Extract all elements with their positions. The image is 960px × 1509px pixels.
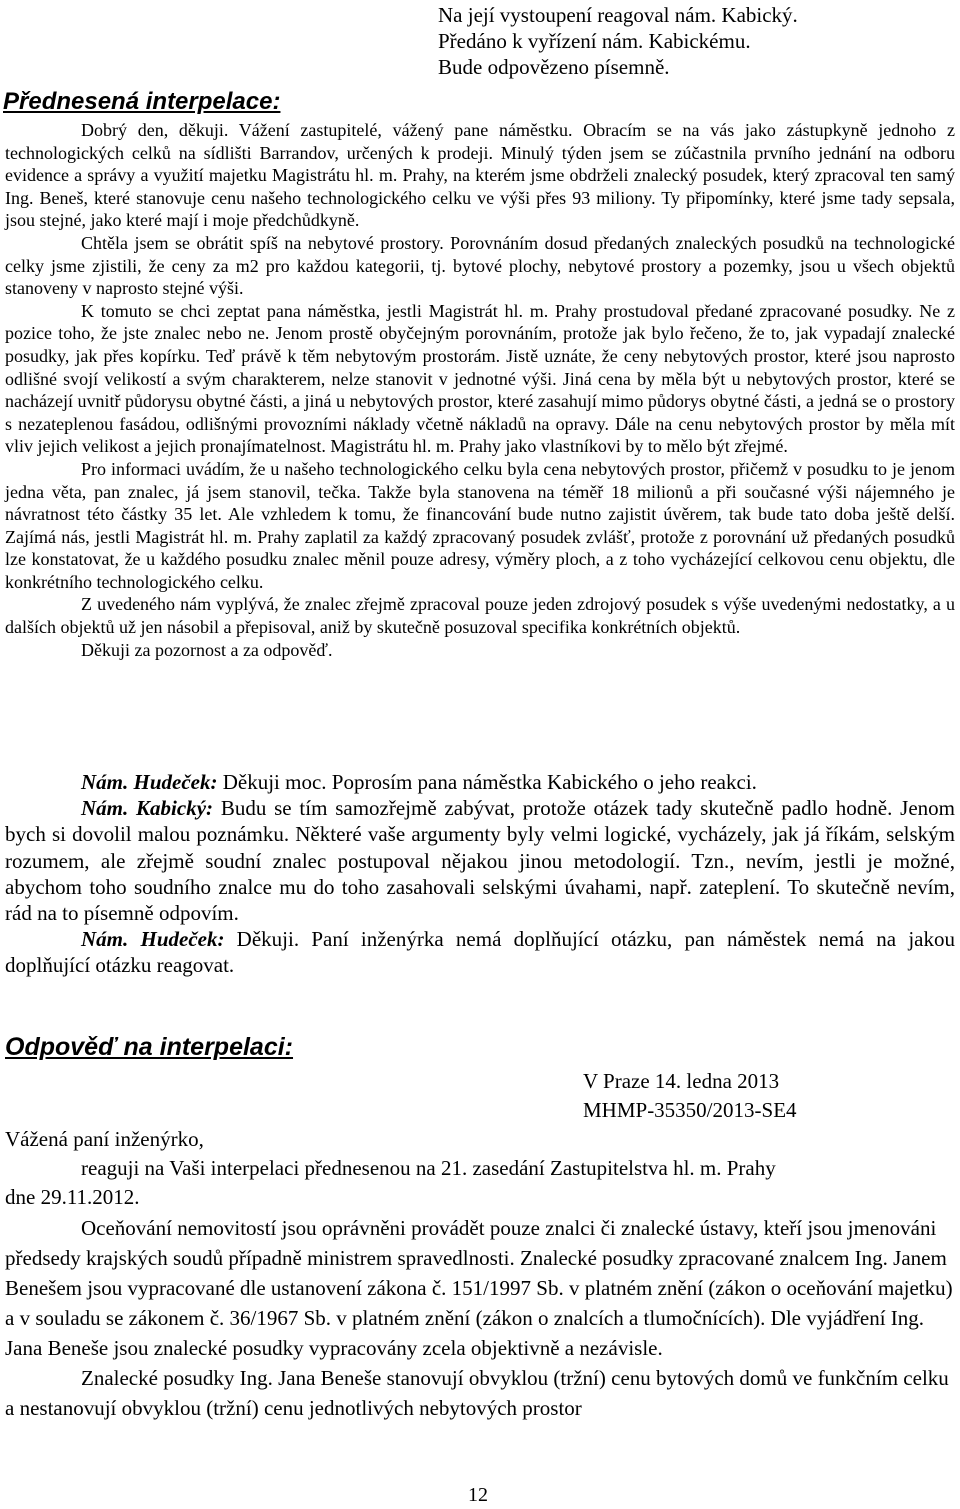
speech-hudecek-1 [5, 769, 955, 795]
letter-reference: MHMP-35350/2013-SE4 [583, 1098, 797, 1122]
top-notes [438, 2, 958, 81]
paragraph: K tomuto se chci zeptat pana náměstka, jestli Magistrát hl. m. Prahy prostudoval předané zpracované posudky. Ne z pozice toho, že jste znalec nebo ne. Jenom prostě obyčejným porovnáním, protože jak bylo řečeno, že to, jak vypadají znalecké posudky, jak přes kopírku. Teď právě k těm nebytovým prostorám. Jistě uznáte, že ceny nebytových prostor, které jsou naprosto odlišné svojí velikostí a svým charakterem, nelze stanovit v jednotné výši. Jiná cena by měla být u nebytových prostor, které se nacházejí uvnitř půdorysu obytné části, a jiná u nebytových prostor, které zasahují mimo půdorys obytné části, a jedná se o prostory s nezateplenou fasádou, odlišnými provozními náklady včetně nákladů na opravy. Dále na cenu nebytových prostor by měla mít vliv jejich velikost a jejich pronajímatelnost. Magistrátu hl. m. Prahy jako vlastníkovi by to mělo být zřejmé. [5, 300, 955, 457]
interpellation-heading: Přednesená interpelace: [3, 88, 281, 115]
interpellation-text [5, 119, 955, 661]
speaker-name: Nám. Hudeček: [81, 927, 225, 952]
speech-hudecek-2 [5, 926, 955, 978]
paragraph: Pro informaci uvádím, že u našeho technologického celku byla cena nebytových prostor, přičemž v posudku to je jenom jedna věta, pan znalec, já jsem stanovil, tečka. Takže byla stanovena na téměř 18 milionů a při současné výši nájemného je návratnost této částky 35 let. Ale vzhledem k tomu, že financování bude nutno zajistit úvěrem, tak bude tato doba ještě delší. Zajímá nás, jestli Magistrát hl. m. Prahy zaplatil za každý zpracovaný posudek zvlášť, protože z porovnání už předaných posudků lze konstatovat, že u každého posudku znalec měnil pouze adresy, výměry ploch, a z toho vycházející celkovou cenu objektu, dle konkrétního technologického celku. [5, 458, 955, 592]
paragraph: Děkuji za pozornost a za odpověď. [81, 639, 333, 660]
speech-text: Budu se tím samozřejmě zabývat, protože otázek tady skutečně padlo hodně. Jenom bych si dovolil malou poznámku. Některé vaše argumenty byly velmi logické, vycházely, jak já říkám, selským rozumem, ale zřejmě soudní znalec postupoval nějakou jinou metodologií. Tzn., nevím, jestli je možné, abychom toho soudního znalce mu do toho zasahovali selskými úvahami, např. zateplení. To skutečně nevím, rád na to písemně odpovím. [5, 796, 955, 926]
speaker-name: Nám. Hudeček: [81, 770, 218, 794]
top-note-line: Bude odpovězeno písemně. [438, 55, 670, 80]
speech-kabicky [5, 795, 955, 926]
speech-text: Děkuji moc. Poprosím pana náměstka Kabického o jeho reakci. [217, 770, 757, 794]
letter-body [5, 1213, 955, 1423]
paragraph: Znalecké posudky Ing. Jana Beneše stanovují obvyklou (tržní) cenu bytových domů ve funkčním celku a nestanovují obvyklou (tržní) cenu jednotlivých nebytových prostor [5, 1366, 949, 1420]
letter-intro-line: reaguji na Vaši interpelaci přednesenou na 21. zasedání Zastupitelstva hl. m. Prahy [81, 1156, 776, 1180]
top-note-line: Na její vystoupení reagoval nám. Kabický. [438, 3, 798, 27]
top-note-line: Předáno k vyřízení nám. Kabickému. [438, 29, 751, 54]
paragraph: Chtěla jsem se obrátit spíš na nebytové prostory. Porovnáním dosud předaných znaleckých posudků na technologické celky jsme zjistili, že ceny za m2 pro každou kategorii, tj. bytové plochy, nebytové prostory a pozemky, jsou u všech objektů stanoveny v naprosto stejné výši. [5, 232, 955, 299]
paragraph: Z uvedeného nám vyplývá, že znalec zřejmě zpracoval pouze jeden zdrojový posudek s výše uvedenými nedostatky, a u dalších objektů už jen násobil a přepisoval, aniž by skutečně posuzoval specifika konkrétních objektů. [5, 594, 955, 638]
exchange-text [5, 769, 955, 979]
paragraph: Oceňování nemovitostí jsou oprávněni provádět pouze znalci či znalecké ústavy, kteří jsou jmenováni předsedy krajských soudů případně ministrem spravedlnosti. Znalecké posudky zpracované znalcem Ing. Janem Benešem jsou vypracované dle ustanovení zákona č. 151/1997 Sb. v platném znění (zákon o oceňování majetku) a v souladu se zákonem č. 36/1967 Sb. v platném znění (zákon o znalcích a tlumočnících). Dle vyjádření Ing. Jana Beneše jsou znalecké posudky vypracovány zcela objektivně a nezávisle. [5, 1216, 953, 1360]
speech-text: Děkuji. Paní inženýrka nemá doplňující otázku, pan náměstek nemá na jakou doplňující otázku reagovat. [5, 927, 955, 978]
speaker-name: Nám. Kabický: [81, 796, 214, 821]
page-number: 12 [468, 1484, 488, 1506]
letter-salutation: Vážená paní inženýrko, [5, 1127, 204, 1151]
letter-intro-line: dne 29.11.2012. [5, 1185, 140, 1209]
answer-heading: Odpověď na interpelaci: [5, 1033, 294, 1061]
letter-place-date: V Praze 14. ledna 2013 [583, 1069, 780, 1093]
paragraph: Dobrý den, děkuji. Vážení zastupitelé, vážený pane náměstku. Obracím se na vás jako zástupkyně jednoho z technologických celků na sídlišti Barrandov, určených k prodeji. Minulý týden jsem se zúčastnila prvního jednání na odboru evidence a správy a využití majetku Magistrátu hl. m. Prahy, na kterém jsme obdrželi znalecký posudek, který zpracoval ten samý Ing. Beneš, které stanovuje cenu našeho technologického celku ve výši přes 93 miliony. Ty připomínky, které jsme tady sepsala, jsou stejné, jako které mají i moje předchůdkyně. [5, 120, 955, 231]
